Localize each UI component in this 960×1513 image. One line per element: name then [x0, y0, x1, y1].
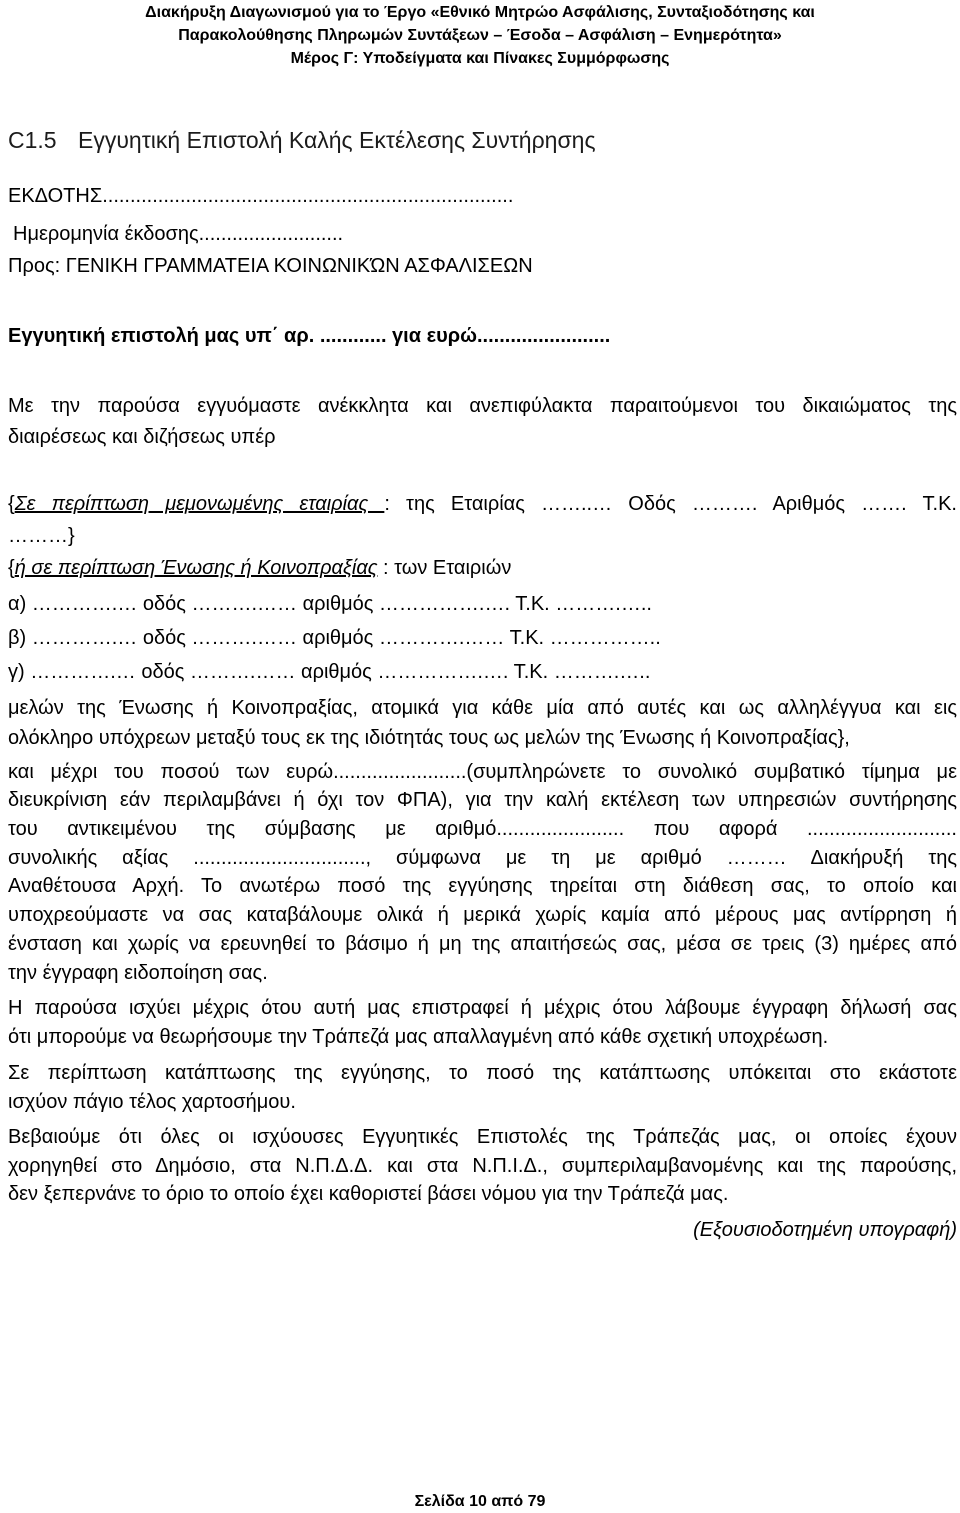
recipient-line: Προς: ΓΕΝΙΚΗ ΓΡΑΜΜΑΤΕΙΑ ΚΟΙΝΩΝΙΚΏΝ ΑΣΦΑΛΙΣΕΩΝ — [8, 255, 533, 277]
paragraph-line: του αντικειμένου της σύμβασης με αριθμό....................... που αφορά ........................... — [8, 818, 957, 840]
member-line-b: β) ………….… οδός ……….…… αριθμός ………….…… Τ.Κ. …………….. — [8, 627, 661, 649]
paragraph-line: ένσταση και χωρίς να ερευνηθεί το βάσιμο ή μη της απαιτήσεώς σας, μέσα σε τρεις (3) ημέρες από — [8, 933, 957, 955]
joint-venture-label: ή σε περίπτωση Ένωσης ή Κοινοπραξίας — [14, 557, 378, 579]
paragraph-line: διαιρέσεως και διζήσεως υπέρ — [8, 426, 276, 448]
signature-label: (Εξουσιοδοτημένη υπογραφή) — [693, 1219, 957, 1241]
paragraph-line: Σε περίπτωση κατάπτωσης της εγγύησης, το ποσό της κατάπτωσης υπόκειται στο εκάστοτε — [8, 1062, 957, 1084]
paragraph-line: ισχύον πάγιο τέλος χαρτοσήμου. — [8, 1091, 296, 1113]
letter-reference: Εγγυητική επιστολή μας υπ΄ αρ. ............ για ευρώ........................ — [8, 325, 611, 347]
paragraph-line: ολόκληρο υπόχρεων μεταξύ τους εκ της ιδιότητάς τους ως μελών της Ένωσης ή Κοινοπραξίας}, — [8, 727, 850, 749]
header-line: Διακήρυξη Διαγωνισμού για το Έργο «Εθνικό Μητρώο Ασφάλισης, Συνταξιοδότησης και — [145, 4, 815, 21]
single-company-details: : της Εταιρίας ……..… Οδός ………. Αριθμός ……. Τ.Κ. — [384, 493, 957, 515]
joint-venture-line — [8, 554, 957, 583]
paragraph-line: Με την παρούσα εγγυόμαστε ανέκκλητα και ανεπιφύλακτα παραιτούμενοι του δικαιώματος της — [8, 395, 957, 417]
member-line-a: α) ………….… οδός ……….…… αριθμός …………….…. Τ.Κ. ……….….. — [8, 593, 652, 615]
issuer-field: ΕΚΔΟΤΗΣ.......................................................................... — [8, 185, 514, 207]
paragraph-line: συνολικής αξίας ..............................., σύμφωνα με τη με αριθμό ……… Διακήρυξή της — [8, 847, 957, 869]
paragraph-line: διευκρίνιση εάν περιλαμβάνει ή όχι τον ΦΠΑ), για την καλή εκτέλεση των υπηρεσιών συντήρησης — [8, 789, 957, 811]
paragraph-line: υποχρεούμαστε να σας καταβάλουμε ολικά ή μερικά χωρίς καμία από μέρους μας αντίρρηση ή — [8, 904, 957, 926]
paragraph-line: χορηγηθεί στο Δημόσιο, στα Ν.Π.Δ.Δ. και στα Ν.Π.Ι.Δ., συμπεριλαμβανομένης και της παρούσης, — [8, 1155, 957, 1177]
member-line-c: γ) ………….… οδός ……….…… αριθμός …………….…. Τ.Κ. ……….….. — [8, 661, 651, 683]
single-company-line — [8, 490, 957, 519]
section-title: Εγγυητική Επιστολή Καλής Εκτέλεσης Συντήρησης — [78, 127, 596, 153]
paragraph-line: Βεβαιούμε ότι όλες οι ισχύουσες Εγγυητικές Επιστολές της Τράπεζάς μας, οι οποίες έχουν — [8, 1126, 957, 1148]
issue-date-field: Ημερομηνία έκδοσης.......................... — [13, 223, 344, 245]
brace-open: { — [8, 557, 15, 579]
paragraph-line: μελών της Ένωσης ή Κοινοπραξίας, ατομικά για κάθε μία από αυτές και ως αλληλέγγυα και εις — [8, 697, 957, 719]
joint-venture-details: : των Εταιριών — [377, 557, 512, 579]
paragraph-line: Αναθέτουσα Αρχή. Το ανωτέρω ποσό της εγγύησης τηρείται στη διάθεση σας, το οποίο και — [8, 875, 957, 897]
header-line: Παρακολούθησης Πληρωμών Συντάξεων – Έσοδα – Ασφάλιση – Ενημερότητα» — [178, 27, 782, 44]
header-line: Μέρος Γ: Υποδείγματα και Πίνακες Συμμόρφωσης — [290, 50, 670, 67]
page-number: Σελίδα 10 από 79 — [414, 1493, 546, 1510]
paragraph-line: Η παρούσα ισχύει μέχρις ότου αυτή μας επιστραφεί ή μέχρις ότου λάβουμε έγγραφη δήλωσή σας — [8, 997, 957, 1019]
section-heading — [8, 124, 596, 156]
paragraph-line: την έγγραφη ειδοποίηση σας. — [8, 962, 268, 984]
paragraph-line: και μέχρι του ποσού των ευρώ........................(συμπληρώνετε το συνολικό συμβατικό τίμημα με — [8, 761, 957, 783]
single-company-continuation: ………} — [8, 525, 75, 547]
single-company-label: Σε περίπτωση μεμονωμένης εταιρίας — [14, 493, 385, 515]
paragraph-line: δεν ξεπερνάνε το όριο το οποίο έχει καθοριστεί βάσει νόμου για την Τράπεζά μας. — [8, 1183, 729, 1205]
section-number: C1.5 — [8, 127, 57, 153]
paragraph-line: ότι μπορούμε να θεωρήσουμε την Τράπεζά μας απαλλαγμένη από κάθε σχετική υποχρέωση. — [8, 1026, 829, 1048]
brace-open: { — [8, 493, 15, 515]
